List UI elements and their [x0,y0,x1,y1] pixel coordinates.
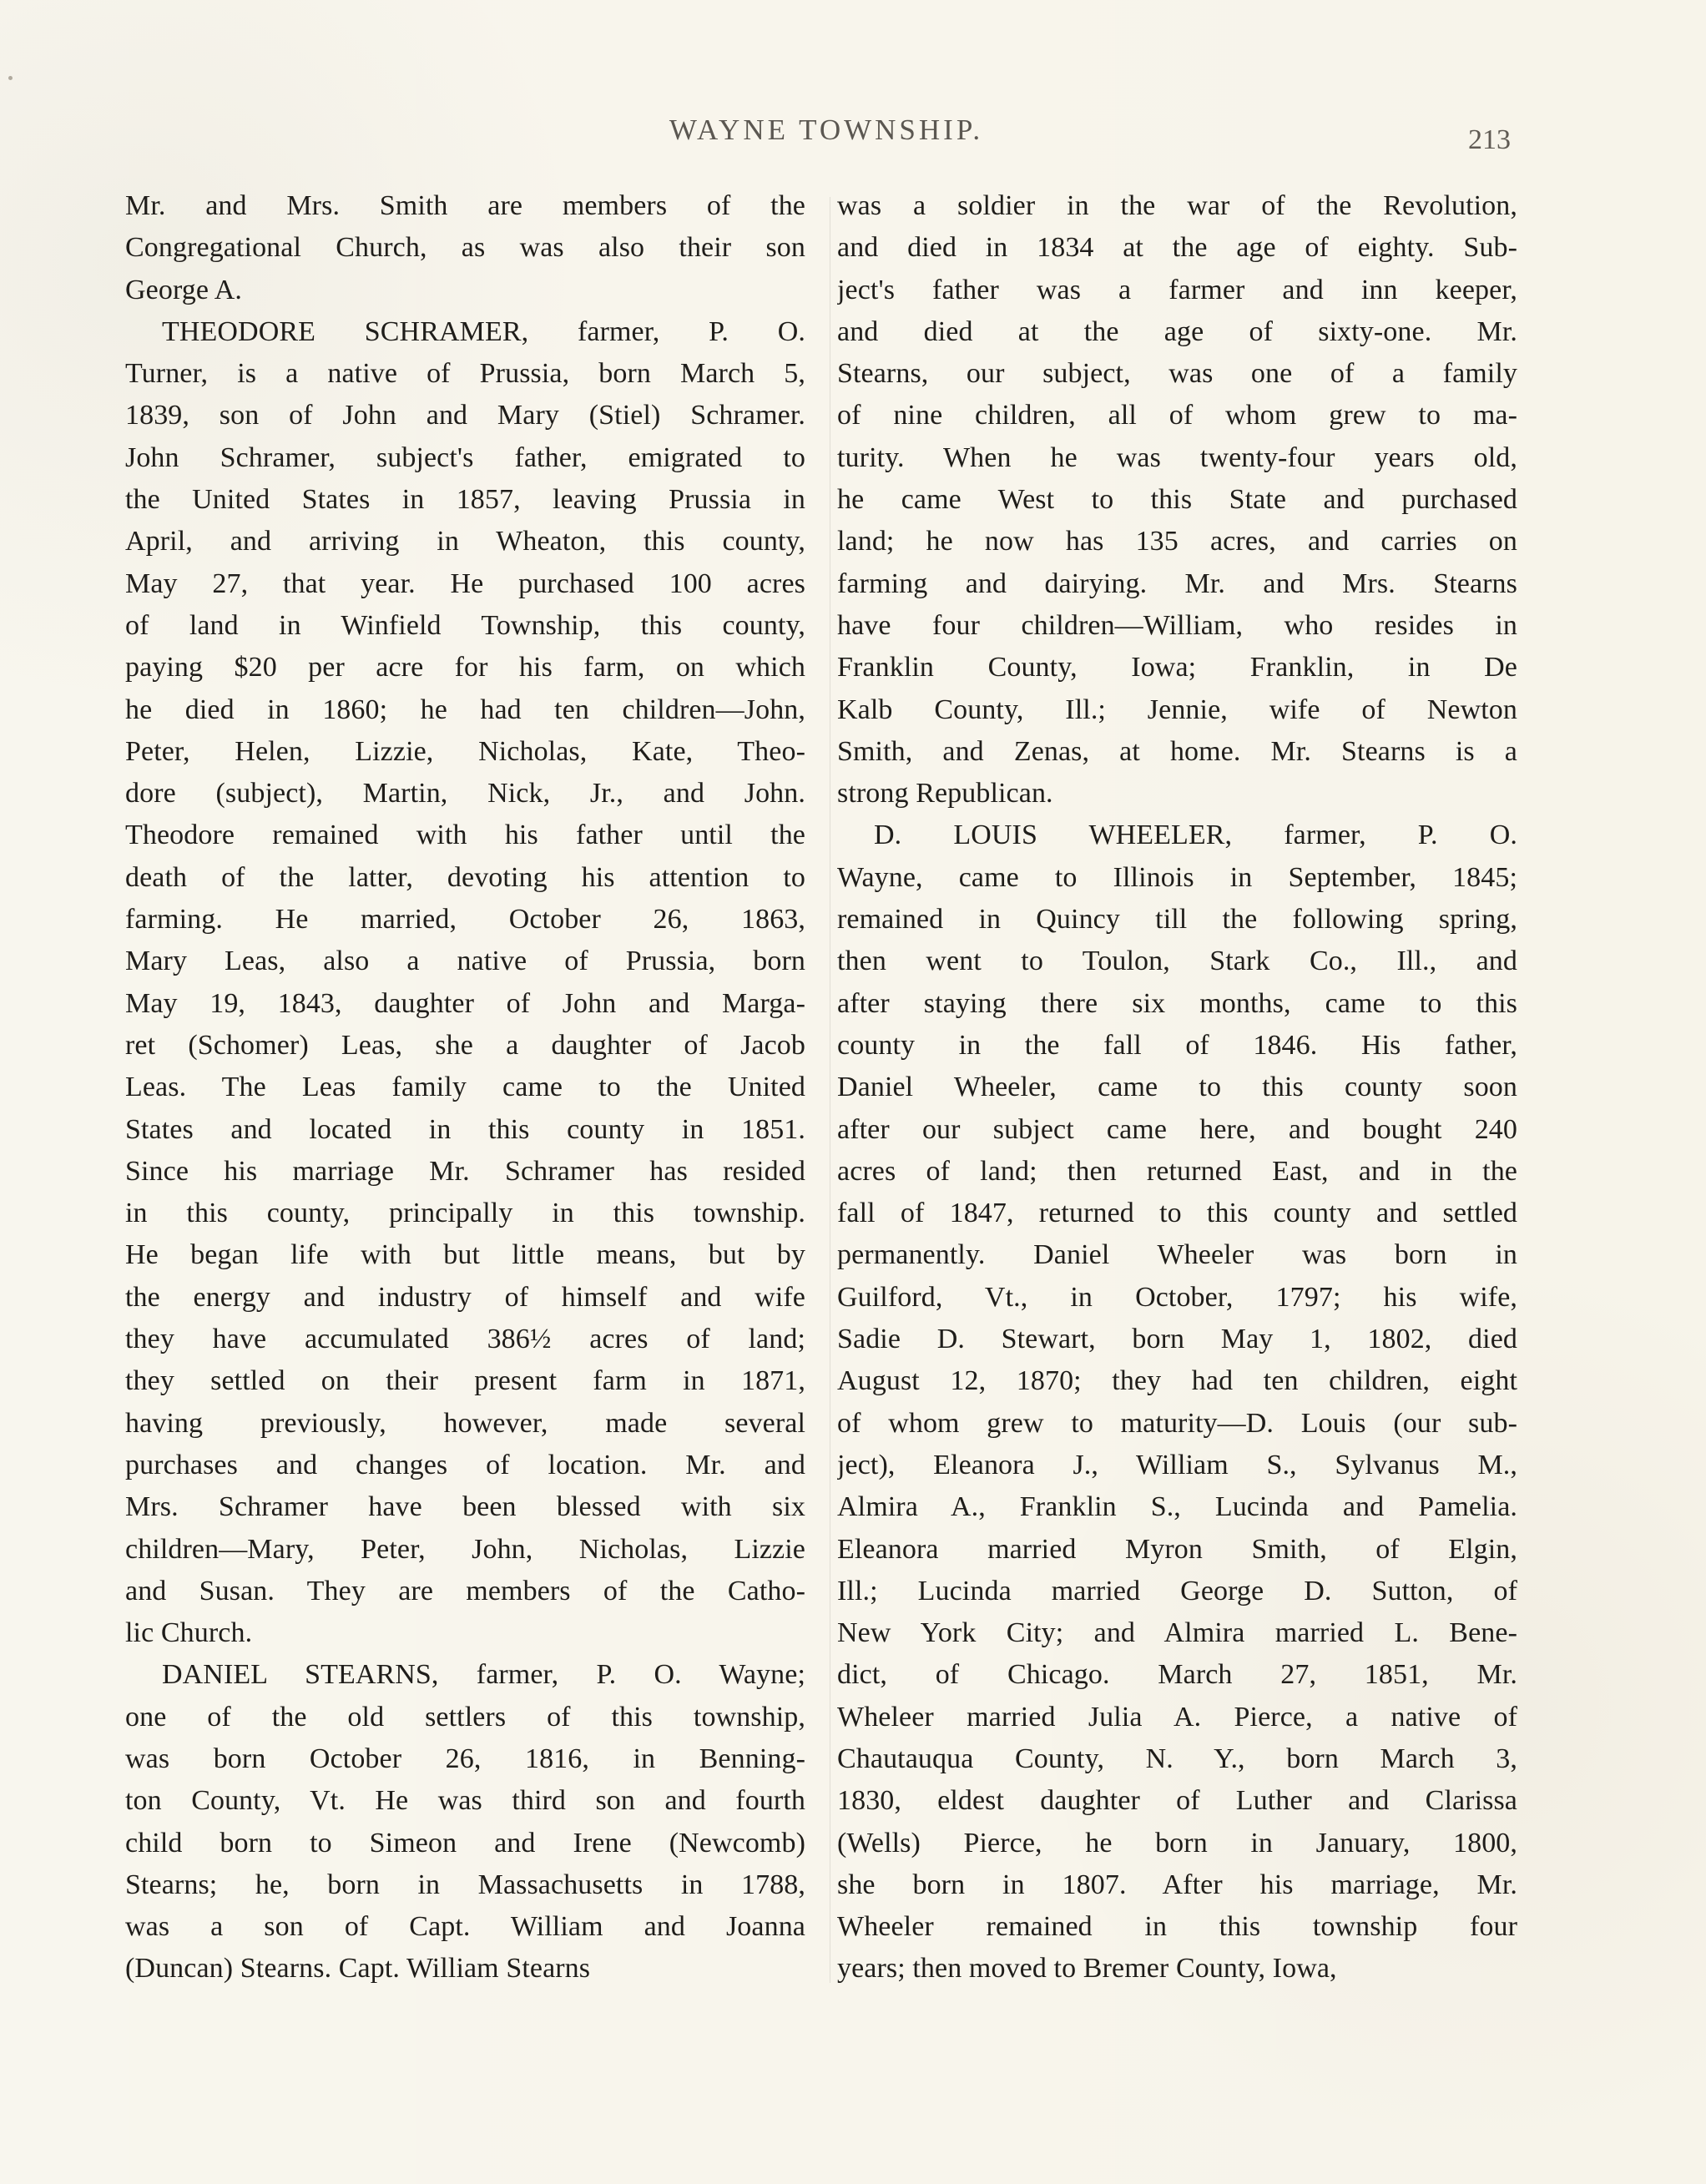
text-line: she born in 1807. After his marriage, Mr. [837,1869,1517,1900]
text-line: was a soldier in the war of the Revolution, [837,190,1517,221]
paper-speck [8,76,13,80]
text-line: ton County, Vt. He was third son and fourth [125,1785,805,1817]
text-line: and died in 1834 at the age of eighty. Sub- [837,232,1517,264]
text-line: Turner, is a native of Prussia, born March 5, [125,358,805,390]
text-line: Almira A., Franklin S., Lucinda and Pamelia. [837,1491,1517,1523]
text-line: child born to Simeon and Irene (Newcomb) [125,1827,805,1859]
text-line: George A. [125,274,243,305]
text-line: Franklin County, Iowa; Franklin, in De [837,652,1517,683]
text-line: Guilford, Vt., in October, 1797; his wife, [837,1281,1517,1313]
text-line: Wheeler remained in this township four [837,1911,1517,1943]
text-line: children—Mary, Peter, John, Nicholas, Lizzie [125,1533,805,1565]
text-line: farming and dairying. Mr. and Mrs. Stearns [837,567,1517,599]
text-line: years; then moved to Bremer County, Iowa, [837,1953,1337,1985]
text-line: of nine children, all of whom grew to ma- [837,400,1517,431]
text-line: Eleanora married Myron Smith, of Elgin, [837,1533,1517,1565]
text-line: after staying there six months, came to this [837,987,1517,1019]
text-line: Chautauqua County, N. Y., born March 3, [837,1743,1517,1774]
text-line: Leas. The Leas family came to the United [125,1072,805,1103]
text-line: and died at the age of sixty-one. Mr. [837,315,1517,347]
text-line: Mr. and Mrs. Smith are members of the [125,190,805,221]
text-line: August 12, 1870; they had ten children, eight [837,1365,1517,1397]
text-line: and Susan. They are members of the Catho- [125,1575,805,1606]
text-line: in this county, principally in this township. [125,1198,805,1229]
text-line: lic Church. [125,1617,253,1649]
text-line: was a son of Capt. William and Joanna [125,1911,805,1943]
text-line: Peter, Helen, Lizzie, Nicholas, Kate, Theo- [125,735,805,767]
text-line: permanently. Daniel Wheeler was born in [837,1239,1517,1271]
text-line: the United States in 1857, leaving Prussia in [125,484,805,516]
text-line: land; he now has 135 acres, and carries on [837,526,1517,557]
text-line: after our subject came here, and bought 240 [837,1113,1517,1145]
text-line: John Schramer, subject's father, emigrated to [125,441,805,473]
text-line: Kalb County, Ill.; Jennie, wife of Newton [837,694,1517,725]
text-line: of land in Winfield Township, this county, [125,609,805,641]
text-line: DANIEL STEARNS, farmer, P. O. Wayne; [162,1659,805,1691]
text-line: Stearns; he, born in Massachusetts in 1788, [125,1869,805,1900]
text-line: farming. He married, October 26, 1863, [125,904,805,936]
right-text-column [837,185,1517,2005]
text-line: he died in 1860; he had ten children—John, [125,694,805,725]
text-line: (Wells) Pierce, he born in January, 1800, [837,1827,1517,1859]
text-line: they settled on their present farm in 1871, [125,1365,805,1397]
text-line: ret (Schomer) Leas, she a daughter of Jacob [125,1029,805,1061]
text-line: ject's father was a farmer and inn keeper, [837,274,1517,305]
text-line: of whom grew to maturity—D. Louis (our sub- [837,1407,1517,1439]
text-line: States and located in this county in 1851. [125,1113,805,1145]
text-line: Ill.; Lucinda married George D. Sutton, of [837,1575,1517,1606]
text-line: May 19, 1843, daughter of John and Marga- [125,987,805,1019]
text-line: death of the latter, devoting his attention to [125,861,805,893]
text-line: Smith, and Zenas, at home. Mr. Stearns is a [837,735,1517,767]
text-line: have four children—William, who resides in [837,609,1517,641]
text-line: dore (subject), Martin, Nick, Jr., and John. [125,778,805,810]
text-line: New York City; and Almira married L. Bene- [837,1617,1517,1649]
text-line: Sadie D. Stewart, born May 1, 1802, died [837,1324,1517,1355]
text-line: strong Republican. [837,778,1053,810]
text-line: dict, of Chicago. March 27, 1851, Mr. [837,1659,1517,1691]
text-line: (Duncan) Stearns. Capt. William Stearns [125,1953,591,1985]
text-line: purchases and changes of location. Mr. and [125,1449,805,1480]
text-line: April, and arriving in Wheaton, this county, [125,526,805,557]
text-line: He began life with but little means, but by [125,1239,805,1271]
text-line: 1830, eldest daughter of Luther and Clarissa [837,1785,1517,1817]
text-line: the energy and industry of himself and wife [125,1281,805,1313]
text-line: fall of 1847, returned to this county and settled [837,1198,1517,1229]
text-line: Wheleer married Julia A. Pierce, a native of [837,1701,1517,1733]
page-number: 213 [1468,124,1511,155]
text-line: acres of land; then returned East, and in the [837,1155,1517,1187]
text-line: May 27, that year. He purchased 100 acres [125,567,805,599]
text-line: Since his marriage Mr. Schramer has resided [125,1155,805,1187]
text-line: ject), Eleanora J., William S., Sylvanus M., [837,1449,1517,1480]
text-line: he came West to this State and purchased [837,484,1517,516]
text-line: having previously, however, made several [125,1407,805,1439]
text-line: turity. When he was twenty-four years old, [837,441,1517,473]
left-text-column [125,185,805,2005]
text-line: Mrs. Schramer have been blessed with six [125,1491,805,1523]
text-line: Daniel Wheeler, came to this county soon [837,1072,1517,1103]
text-line: remained in Quincy till the following spring, [837,904,1517,936]
text-line: Mary Leas, also a native of Prussia, born [125,946,805,977]
text-line: 1839, son of John and Mary (Stiel) Schramer. [125,400,805,431]
text-line: Theodore remained with his father until the [125,820,805,851]
text-line: one of the old settlers of this township, [125,1701,805,1733]
text-line: they have accumulated 386½ acres of land; [125,1324,805,1355]
running-head: WAYNE TOWNSHIP. [669,113,984,146]
text-line: Stearns, our subject, was one of a family [837,358,1517,390]
text-line: paying $20 per acre for his farm, on which [125,652,805,683]
text-line: then went to Toulon, Stark Co., Ill., and [837,946,1517,977]
text-line: D. LOUIS WHEELER, farmer, P. O. [874,820,1517,851]
text-line: was born October 26, 1816, in Benning- [125,1743,805,1774]
text-line: THEODORE SCHRAMER, farmer, P. O. [162,315,805,347]
text-line: Congregational Church, as was also their son [125,232,805,264]
text-line: Wayne, came to Illinois in September, 1845; [837,861,1517,893]
text-line: county in the fall of 1846. His father, [837,1029,1517,1061]
